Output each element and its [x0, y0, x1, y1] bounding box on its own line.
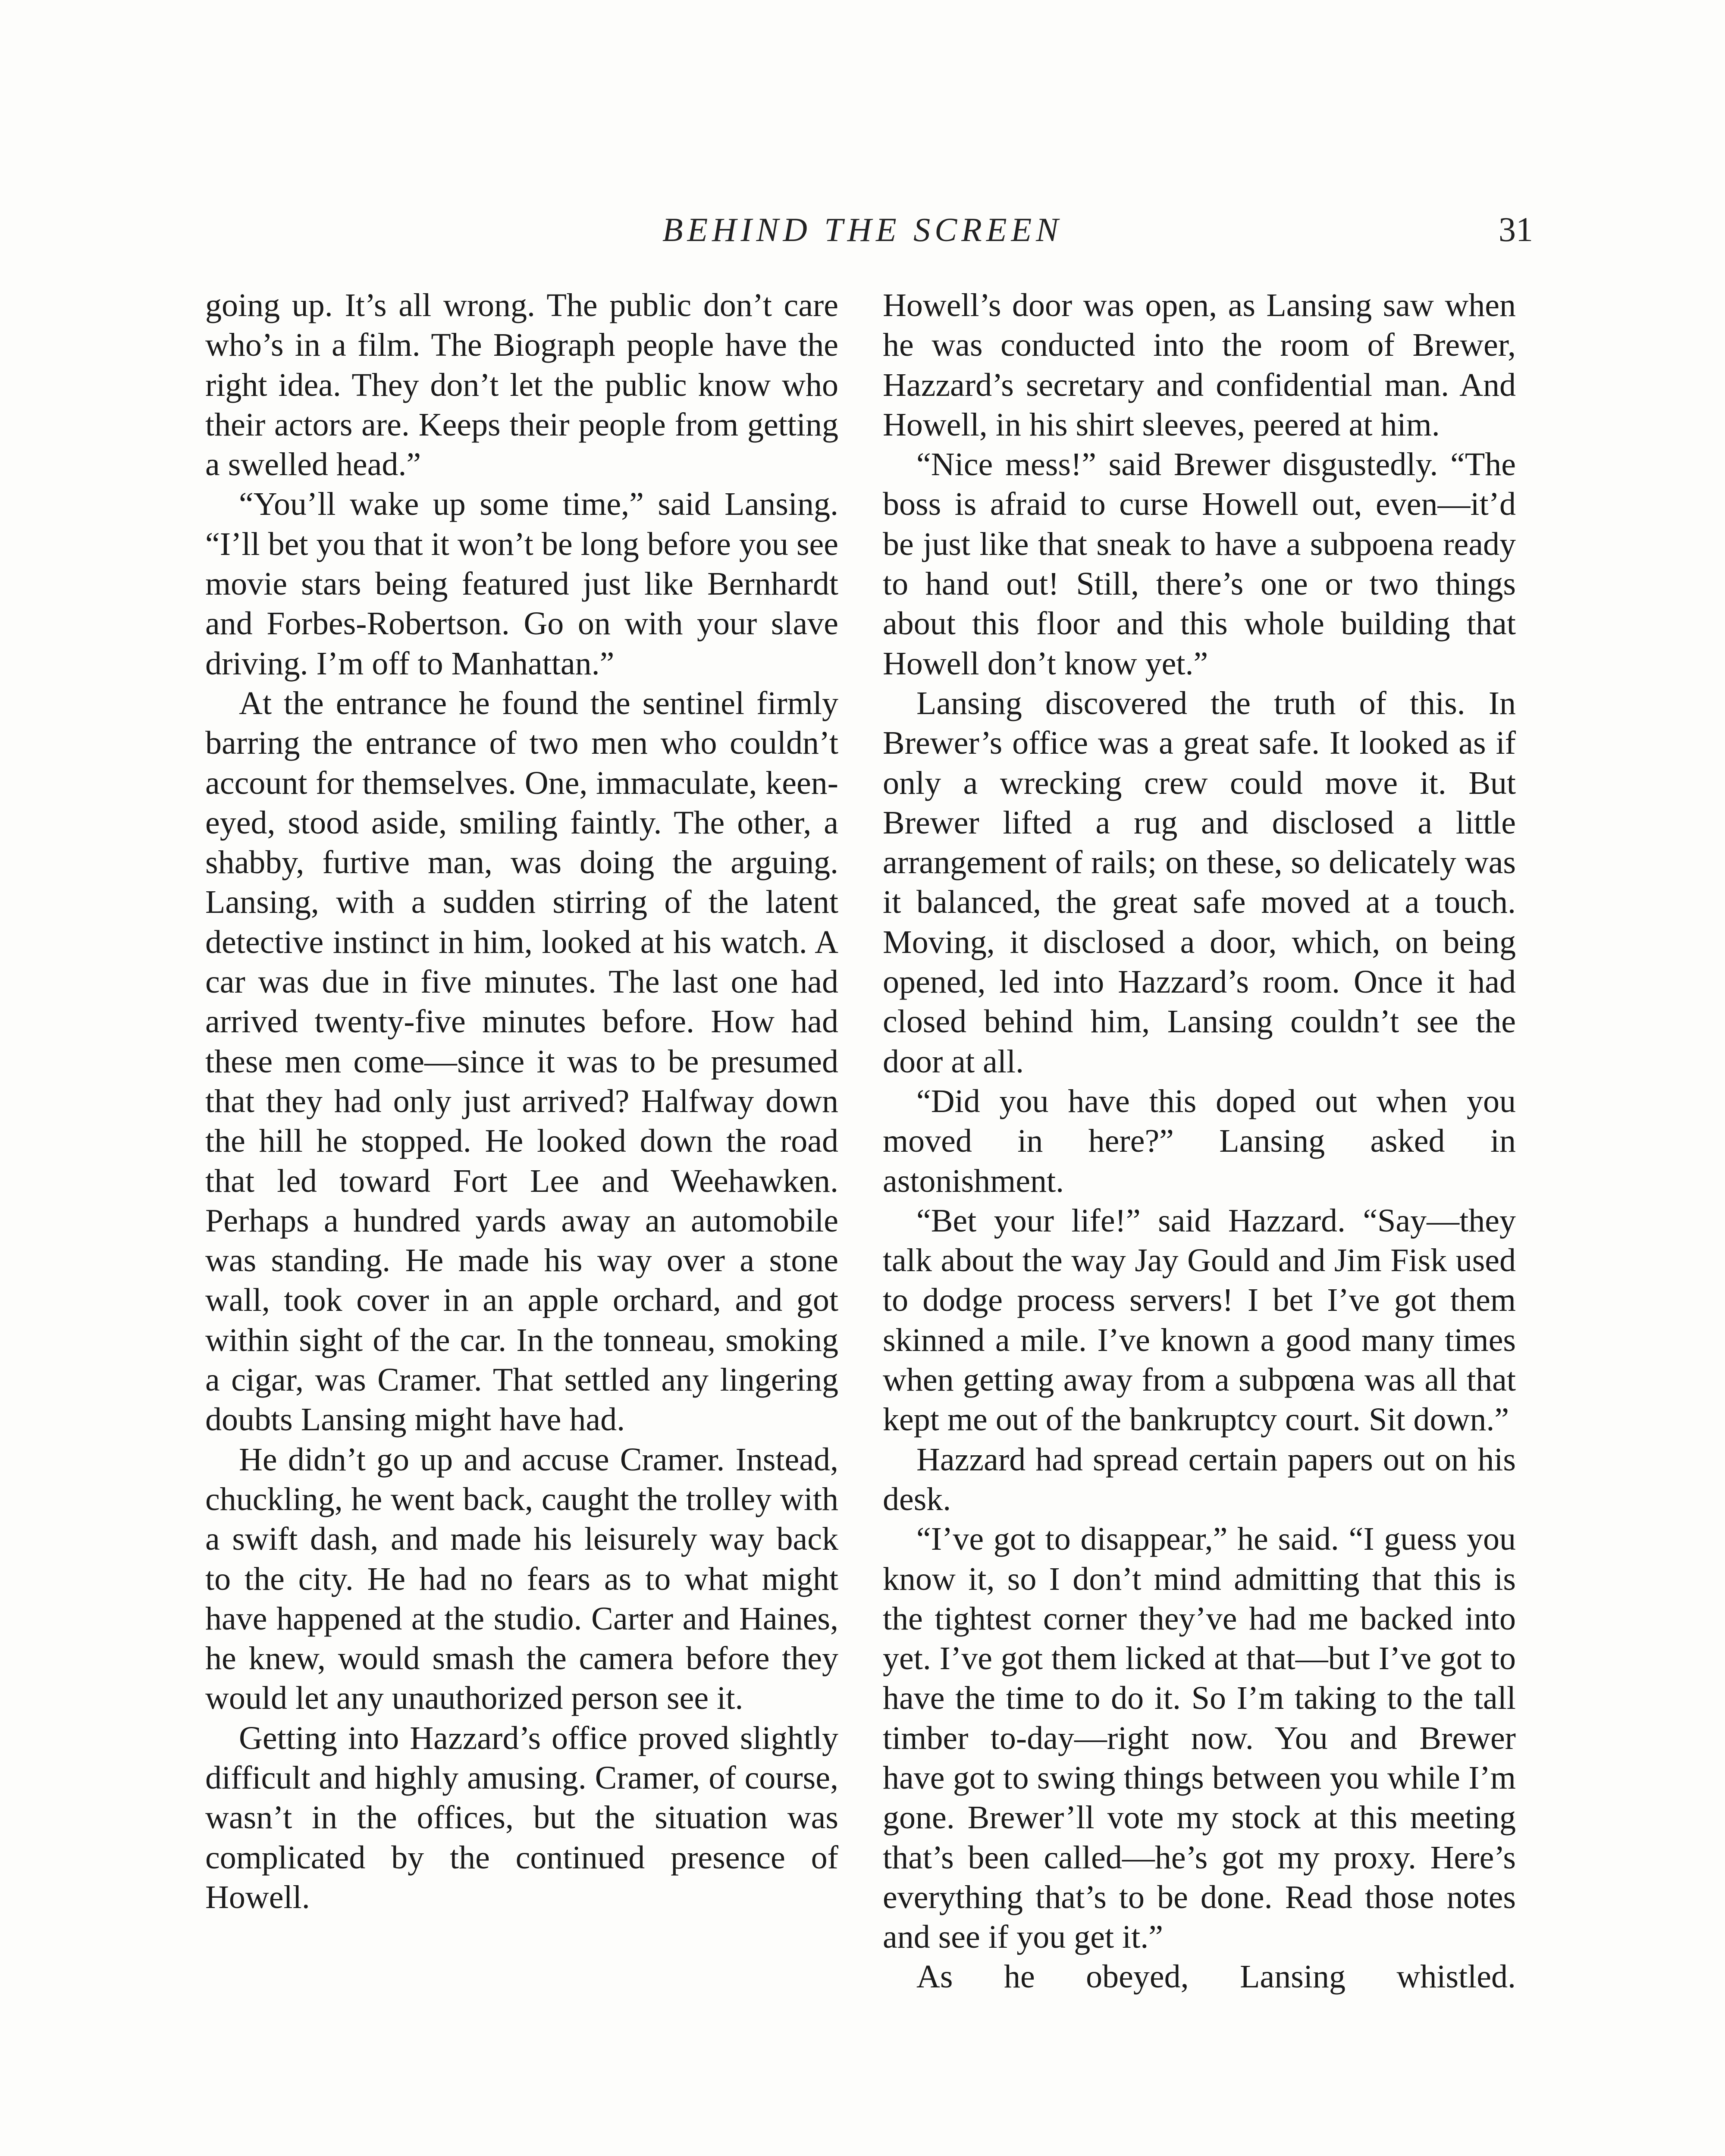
paragraph: At the entrance he found the sentinel firmly barring the entrance of two men who couldn’t account for themselves. One, immaculate, keen-eyed, stood aside, smiling faintly. The other, a shabby, furtive man, was doing the arguing. Lansing, with a sudden stirring of the latent detective instinct in him, looked at his watch. A car was due in five minutes. The last one had arrived twenty-five minutes before. How had these men come—since it was to be presumed that they had only just arrived? Halfway down the hill he stopped. He looked down the road that led toward Fort Lee and Weehawken. Perhaps a hundred yards away an automobile was standing. He made his way over a stone wall, took cover in an apple orchard, and got within sight of the car. In the tonneau, smoking a cigar, was Cramer. That settled any lingering doubts Lansing might have had. [205, 685, 838, 1438]
right-column [883, 285, 1516, 1997]
paragraph: “You’ll wake up some time,” said Lansing. “I’ll bet you that it won’t be long before you see movie stars being featured just like Bernhardt and Forbes-Robertson. Go on with your slave driving. I’m off to Manhattan.” [205, 486, 838, 682]
page-number: 31 [1499, 211, 1533, 249]
paragraph: going up. It’s all wrong. The public don’t care who’s in a film. The Biograph people have the right idea. They don’t let the public know who their actors are. Keeps their people from getting a swelled head.” [205, 287, 838, 483]
paragraph: “I’ve got to disappear,” he said. “I guess you know it, so I don’t mind admitting that this is the tightest corner they’ve had me backed into yet. I’ve got them licked at that—but I’ve got to have the time to do it. So I’m taking to the tall timber to-day—right now. You and Brewer have got to swing things between you while I’m gone. Brewer’ll vote my stock at this meeting that’s been called—he’s got my proxy. Here’s everything that’s to be done. Read those notes and see if you get it.” [883, 1521, 1516, 1955]
paragraph: “Nice mess!” said Brewer disgustedly. “The boss is afraid to curse Howell out, even—it’d be just like that sneak to have a subpoena ready to hand out! Still, there’s one or two things about this floor and this whole building that Howell don’t know yet.” [883, 446, 1516, 682]
left-column [205, 285, 838, 1917]
paragraph: As he obeyed, Lansing whistled. [916, 1959, 1516, 1995]
running-title: BEHIND THE SCREEN [662, 211, 1063, 248]
paragraph: Hazzard had spread certain papers out on his desk. [883, 1441, 1516, 1517]
paragraph: Getting into Hazzard’s office proved slightly difficult and highly amusing. Cramer, of course, wasn’t in the offices, but the situation was complicated by the continued presence of Howell. [205, 1720, 838, 1915]
paragraph: He didn’t go up and accuse Cramer. Instead, chuckling, he went back, caught the trolley with a swift dash, and made his leisurely way back to the city. He had no fears as to what might have happened at the studio. Carter and Haines, he knew, would smash the camera before they would let any unauthorized person see it. [205, 1441, 838, 1717]
paragraph: Howell’s door was open, as Lansing saw when he was conducted into the room of Brewer, Hazzard’s secretary and confidential man. And Howell, in his shirt sleeves, peered at him. [883, 287, 1516, 443]
paragraph: “Bet your life!” said Hazzard. “Say—they talk about the way Jay Gould and Jim Fisk used to dodge process servers! I bet I’ve got them skinned a mile. I’ve known a good many times when getting away from a subpœna was all that kept me out of the bankruptcy court. Sit down.” [883, 1202, 1516, 1438]
running-head [0, 210, 1725, 249]
paragraph: Lansing discovered the truth of this. In Brewer’s office was a great safe. It looked as if only a wrecking crew could move it. But Brewer lifted a rug and disclosed a little arrangement of rails; on these, so delicately was it balanced, the great safe moved at a touch. Moving, it disclosed a door, which, on being opened, led into Hazzard’s room. Once it had closed behind him, Lansing couldn’t see the door at all. [883, 685, 1516, 1080]
paragraph: “Did you have this doped out when you moved in here?” Lansing asked in astonishment. [883, 1083, 1516, 1199]
